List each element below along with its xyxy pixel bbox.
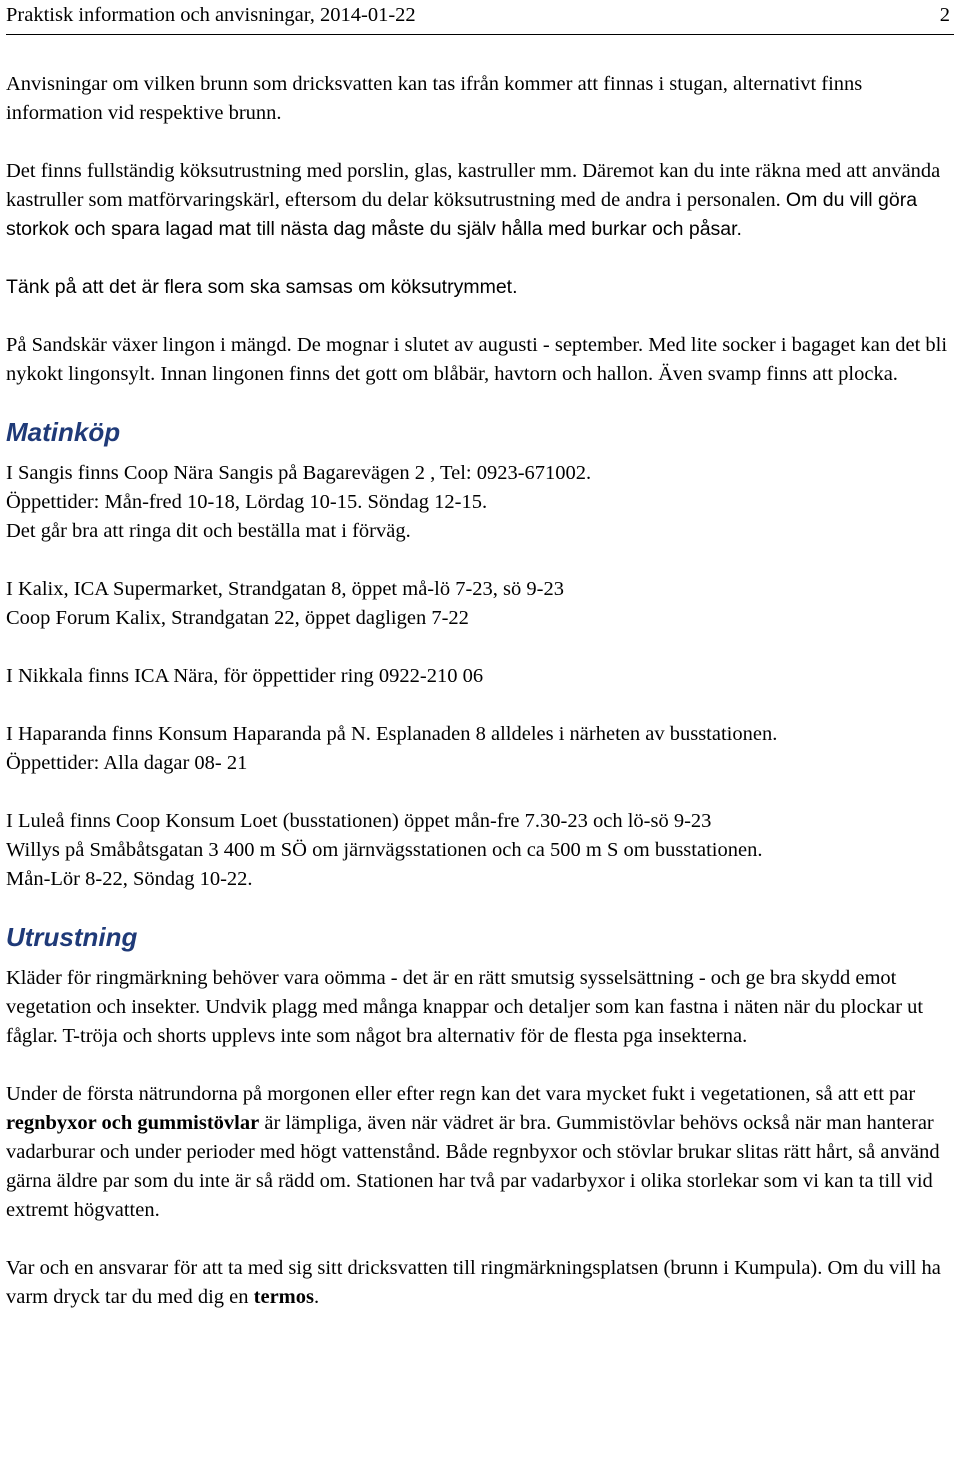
paragraph-kitchen-space: Tänk på att det är flera som ska samsas om köksutrymmet. [6,276,518,298]
header-divider [6,34,954,35]
water-text-before: Var och en ansvarar för att ta med sig sitt dricksvatten till ringmärkningsplatsen (brunn i Kumpula). Om du vill ha varm dryck tar du med dig en [6,1257,941,1308]
paragraph-well-instructions: Anvisningar om vilken brunn som dricksvatten kan tas ifrån kommer att finnas i stugan, alternativt finns information vid respektive brunn. [6,73,863,124]
heading-utrustning: Utrustning [6,922,138,952]
page-header [6,0,950,30]
haparanda-line-2: Öppettider: Alla dagar 08- 21 [6,752,248,774]
nikkala-line-1: I Nikkala finns ICA Nära, för öppettider ring 0922-210 06 [6,665,484,687]
paragraph-clothing: Kläder för ringmärkning behöver vara oömma - det är en rätt smutsig sysselsättning - och ge bra skydd emot vegetation och insekter. Undvik plagg med många knappar och detaljer som kan fastna i näten när du plockar ut fåglar. T-tröja och shorts upplevs inte som något bra alternativ för de flesta pga insekterna. [6,967,924,1047]
kitchen-text-serif: Det finns fullständig köksutrustning med porslin, glas, kastruller mm. Däremot kan du inte räkna med att använda kastruller som matförvaringskärl, eftersom du delar köksutrustning med de andra i personalen. [6,160,941,211]
document-body [6,70,956,1312]
sangis-line-1: I Sangis finns Coop Nära Sangis på Bagarevägen 2 , Tel: 0923-671002. [6,462,592,484]
heading-matinkop: Matinköp [6,417,121,447]
rain-gear-text-after: är lämpliga, även när vädret är bra. Gummistövlar behövs också när man hanterar vadarburar och under perioder med högt vattenstånd. Både regnbyxor och stövlar brukar slitas rätt hårt, så använd gärna äldre par som du inte är så rädd om. Stationen har två par vadarbyxor i olika storlekar som vi kan ta till vid extremt högvatten. [6,1112,940,1221]
kitchen-text-sans: Om du vill göra storkok och spara lagad mat till nästa dag måste du själv hålla med burkar och påsar. [6,189,918,240]
paragraph-rain-gear [6,1080,956,1225]
rain-gear-text-before: Under de första nätrundorna på morgonen eller efter regn kan det vara mycket fukt i vegetationen, så att ett par [6,1083,916,1105]
haparanda-line-1: I Haparanda finns Konsum Haparanda på N. Esplanaden 8 alldeles i närheten av busstationen. [6,723,778,745]
page-number: 2 [939,4,950,26]
water-text-bold: termos [253,1286,314,1308]
lulea-line-2: Willys på Småbåtsgatan 3 400 m SÖ om järnvägsstationen och ca 500 m S om busstationen. [6,839,763,861]
rain-gear-text-bold: regnbyxor och gummistövlar [6,1112,260,1134]
kalix-line-2: Coop Forum Kalix, Strandgatan 22, öppet dagligen 7-22 [6,607,469,629]
paragraph-kitchen-equipment [6,157,956,244]
paragraph-drinking-water [6,1254,956,1312]
water-text-after: . [313,1286,320,1308]
paragraph-lingon: På Sandskär växer lingon i mängd. De mognar i slutet av augusti - september. Med lite socker i bagaget kan det bli nykokt lingonsylt. Innan lingonen finns det gott om blåbär, havtorn och hallon. Även svamp finns att plocka. [6,334,948,385]
lulea-line-3: Mån-Lör 8-22, Söndag 10-22. [6,868,253,890]
sangis-line-3: Det går bra att ringa dit och beställa mat i förväg. [6,520,411,542]
lulea-line-1: I Luleå finns Coop Konsum Loet (busstationen) öppet mån-fre 7.30-23 och lö-sö 9-23 [6,810,712,832]
sangis-line-2: Öppettider: Mån-fred 10-18, Lördag 10-15. Söndag 12-15. [6,491,488,513]
header-title: Praktisk information och anvisningar, 2014-01-22 [6,4,416,26]
kalix-line-1: I Kalix, ICA Supermarket, Strandgatan 8, öppet må-lö 7-23, sö 9-23 [6,578,564,600]
